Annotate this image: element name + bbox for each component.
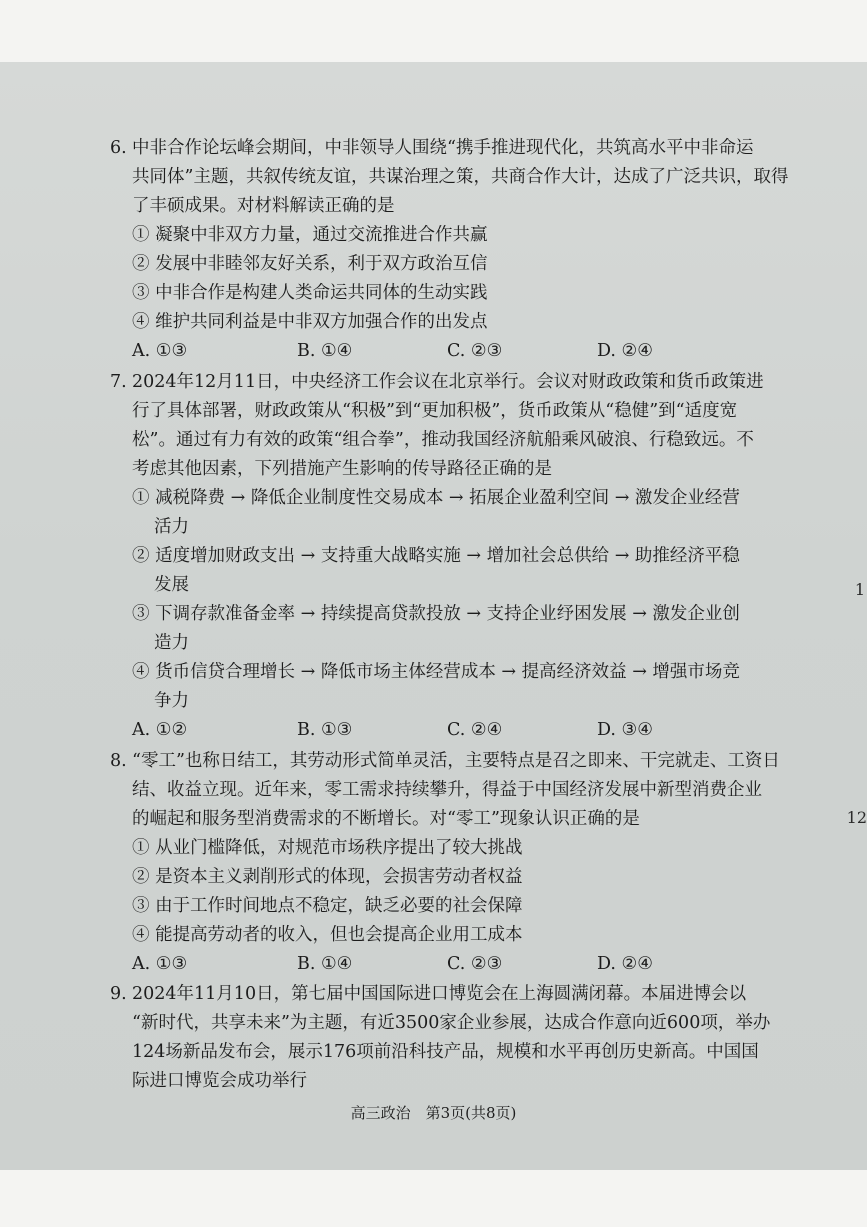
statement-option: ① 凝聚中非双方力量，通过交流推进合作共赢: [132, 225, 488, 245]
choice-d: D. ②④: [597, 341, 653, 361]
answer-choices: [110, 950, 782, 979]
statement-option-continued: 争力: [154, 691, 189, 711]
choice-b: B. ①③: [297, 720, 353, 740]
question-stem-line: 了丰硕成果。对材料解读正确的是: [132, 196, 395, 216]
question-stem-line: 考虑其他因素，下列措施产生影响的传导路径正确的是: [132, 459, 552, 479]
statement-option: ③ 下调存款准备金率 → 持续提高贷款投放 → 支持企业纾困发展 → 激发企业创: [132, 604, 740, 624]
question-stem-line: 结、收益立现。近年来，零工需求持续攀升，得益于中国经济发展中新型消费企业: [132, 780, 762, 800]
choice-a: A. ①②: [132, 720, 188, 740]
question-stem-line: 的崛起和服务型消费需求的不断增长。对“零工”现象认识正确的是: [132, 809, 640, 829]
question-stem-line: “零工”也称日结工，其劳动形式简单灵活，主要特点是召之即来、干完就走、工资日: [132, 751, 780, 771]
margin-number: 12: [846, 808, 867, 827]
choice-d: D. ③④: [597, 720, 653, 740]
choice-a: A. ①③: [132, 954, 188, 974]
choice-c: C. ②④: [447, 720, 503, 740]
choice-a: A. ①③: [132, 341, 188, 361]
question-number: 8.: [110, 751, 127, 771]
question-6: [110, 134, 789, 366]
statement-option: ③ 中非合作是构建人类命运共同体的生动实践: [132, 283, 488, 303]
page-footer: 高三政治 第3页(共8页): [350, 1104, 517, 1122]
question-stem-line: 共同体”主题，共叙传统友谊，共谋治理之策，共商合作大计，达成了广泛共识，取得: [132, 167, 789, 187]
statement-option: ② 发展中非睦邻友好关系，利于双方政治互信: [132, 254, 488, 274]
question-stem-line: 2024年11月10日，第七届中国国际进口博览会在上海圆满闭幕。本届进博会以: [132, 984, 747, 1004]
statement-option-continued: 发展: [154, 575, 189, 595]
question-7: [110, 368, 782, 745]
choice-d: D. ②④: [597, 954, 653, 974]
question-9: [110, 980, 782, 1096]
statement-option: ④ 维护共同利益是中非双方加强合作的出发点: [132, 312, 488, 332]
question-number: 7.: [110, 372, 127, 392]
statement-option: ② 适度增加财政支出 → 支持重大战略实施 → 增加社会总供给 → 助推经济平稳: [132, 546, 740, 566]
exam-page: [0, 62, 867, 1170]
choice-b: B. ①④: [297, 341, 353, 361]
statement-option: ③ 由于工作时间地点不稳定，缺乏必要的社会保障: [132, 896, 523, 916]
question-stem-line: 中非合作论坛峰会期间，中非领导人围绕“携手推进现代化，共筑高水平中非命运: [132, 138, 754, 158]
statement-option: ① 从业门槛降低，对规范市场秩序提出了较大挑战: [132, 838, 523, 858]
question-stem-line: “新时代，共享未来”为主题，有近3500家企业参展，达成合作意向近600项，举办: [132, 1013, 771, 1033]
statement-option-continued: 活力: [154, 517, 189, 537]
question-stem-line: 2024年12月11日，中央经济工作会议在北京举行。会议对财政政策和货币政策进: [132, 372, 764, 392]
choice-c: C. ②③: [447, 954, 503, 974]
statement-option: ④ 货币信贷合理增长 → 降低市场主体经营成本 → 提高经济效益 → 增强市场竞: [132, 662, 740, 682]
question-number: 9.: [110, 984, 127, 1004]
choice-b: B. ①④: [297, 954, 353, 974]
question-8: [110, 747, 782, 979]
statement-option: ④ 能提高劳动者的收入，但也会提高企业用工成本: [132, 925, 523, 945]
answer-choices: [110, 716, 782, 745]
question-stem-line: 际进口博览会成功举行: [132, 1071, 307, 1091]
choice-c: C. ②③: [447, 341, 503, 361]
question-stem-line: 松”。通过有力有效的政策“组合拳”，推动我国经济航船乘风破浪、行稳致远。不: [132, 430, 754, 450]
answer-choices: [110, 337, 782, 366]
statement-option: ① 减税降费 → 降低企业制度性交易成本 → 拓展企业盈利空间 → 激发企业经营: [132, 488, 740, 508]
question-stem-line: 行了具体部署，财政政策从“积极”到“更加积极”，货币政策从“稳健”到“适度宽: [132, 401, 738, 421]
question-number: 6.: [110, 138, 127, 158]
question-stem-line: 124场新品发布会，展示176项前沿科技产品，规模和水平再创历史新高。中国国: [132, 1042, 759, 1062]
margin-number: 1: [854, 580, 865, 599]
statement-option-continued: 造力: [154, 633, 189, 653]
statement-option: ② 是资本主义剥削形式的体现，会损害劳动者权益: [132, 867, 523, 887]
